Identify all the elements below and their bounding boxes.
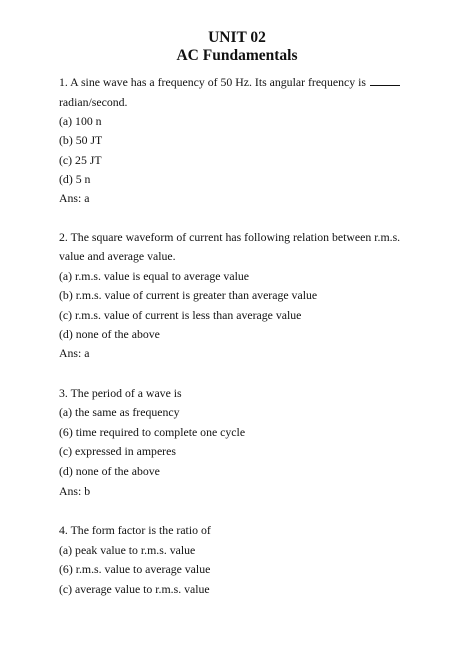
question-stem-continued: radian/second.	[59, 95, 128, 109]
option: (a) r.m.s. value is equal to average value	[59, 269, 249, 283]
subject-title: AC Fundamentals	[176, 47, 298, 64]
unit-title: UNIT 02	[208, 29, 266, 46]
question-stem: 1. A sine wave has a frequency of 50 Hz. Its angular frequency is	[59, 75, 400, 89]
option: (c) average value to r.m.s. value	[59, 582, 210, 596]
option: (d) 5 n	[59, 172, 91, 186]
answer: Ans: a	[59, 191, 90, 205]
option: (a) 100 n	[59, 114, 102, 128]
question-stem-continued: value and average value.	[59, 249, 176, 263]
option: (6) time required to complete one cycle	[59, 425, 246, 439]
answer-blank	[370, 76, 400, 86]
answer: Ans: b	[59, 484, 91, 498]
option: (c) 25 JT	[59, 153, 102, 167]
option: (d) none of the above	[59, 327, 160, 341]
question-stem: 3. The period of a wave is	[59, 386, 182, 400]
option: (c) r.m.s. value of current is less than average value	[59, 308, 302, 322]
question-stem: 2. The square waveform of current has following relation between r.m.s.	[59, 230, 401, 244]
answer: Ans: a	[59, 346, 90, 360]
option: (c) expressed in amperes	[59, 444, 176, 458]
option: (b) r.m.s. value of current is greater than average value	[59, 288, 318, 302]
option: (a) the same as frequency	[59, 405, 180, 419]
option: (d) none of the above	[59, 464, 160, 478]
option: (a) peak value to r.m.s. value	[59, 543, 196, 557]
option: (6) r.m.s. value to average value	[59, 562, 211, 576]
question-stem: 4. The form factor is the ratio of	[59, 523, 211, 537]
option: (b) 50 JT	[59, 133, 103, 147]
